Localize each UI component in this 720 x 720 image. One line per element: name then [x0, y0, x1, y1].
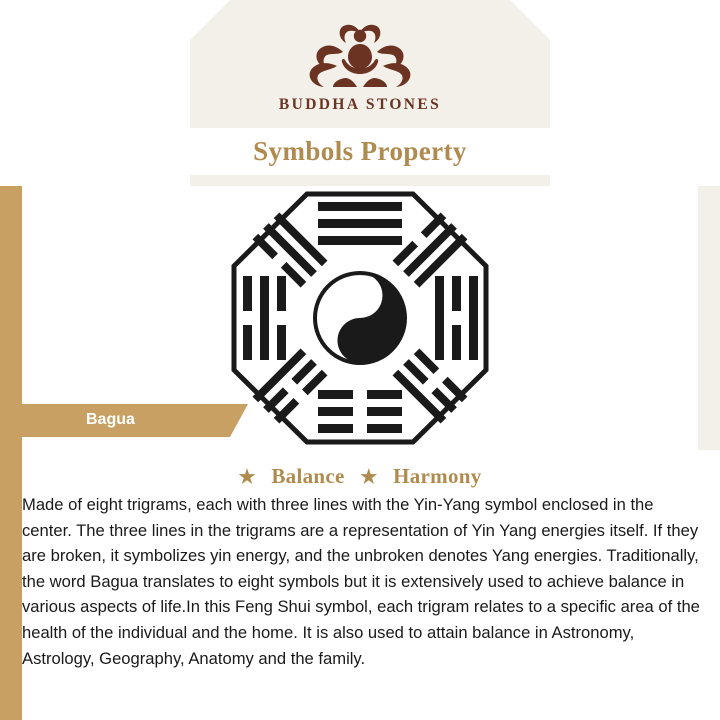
- headline-left-text: Balance: [271, 464, 345, 488]
- figure-right-band: [698, 186, 720, 450]
- figure-label: Bagua: [86, 411, 135, 428]
- bagua-figure: [230, 190, 490, 446]
- description-paragraph: Made of eight trigrams, each with three lines with the Yin-Yang symbol enclosed in the center. The three lines in the trigrams are a representation of Yin Yang energies itself. If they are broken, it symbolizes yin energy, and the unbroken denotes Yang energies. Traditionally, the word Bagua translates to eight symbols but it is extensively used to achieve balance in various aspects of life.In this Feng Shui symbol, each trigram relates to a specific area of the health of the individual and the home. It is also used to attain balance in Astronomy, Astrology, Geography, Anatomy and the family.: [22, 495, 700, 668]
- headline-right-text: Harmony: [393, 464, 482, 488]
- star-icon-left: ★: [238, 467, 256, 488]
- description-left-accent-bar: [0, 450, 22, 720]
- star-icon-right: ★: [360, 467, 378, 488]
- brand-logo: [0, 22, 720, 114]
- brand-name: BUDDHA STONES: [278, 96, 442, 113]
- bagua-yin-yang-icon: [230, 190, 490, 446]
- page-title: Symbols Property: [253, 136, 467, 166]
- headline: [0, 464, 720, 489]
- title-plate: [150, 128, 570, 175]
- lotus-meditation-icon: [285, 22, 435, 88]
- figure-label-ribbon-tip: [230, 404, 248, 437]
